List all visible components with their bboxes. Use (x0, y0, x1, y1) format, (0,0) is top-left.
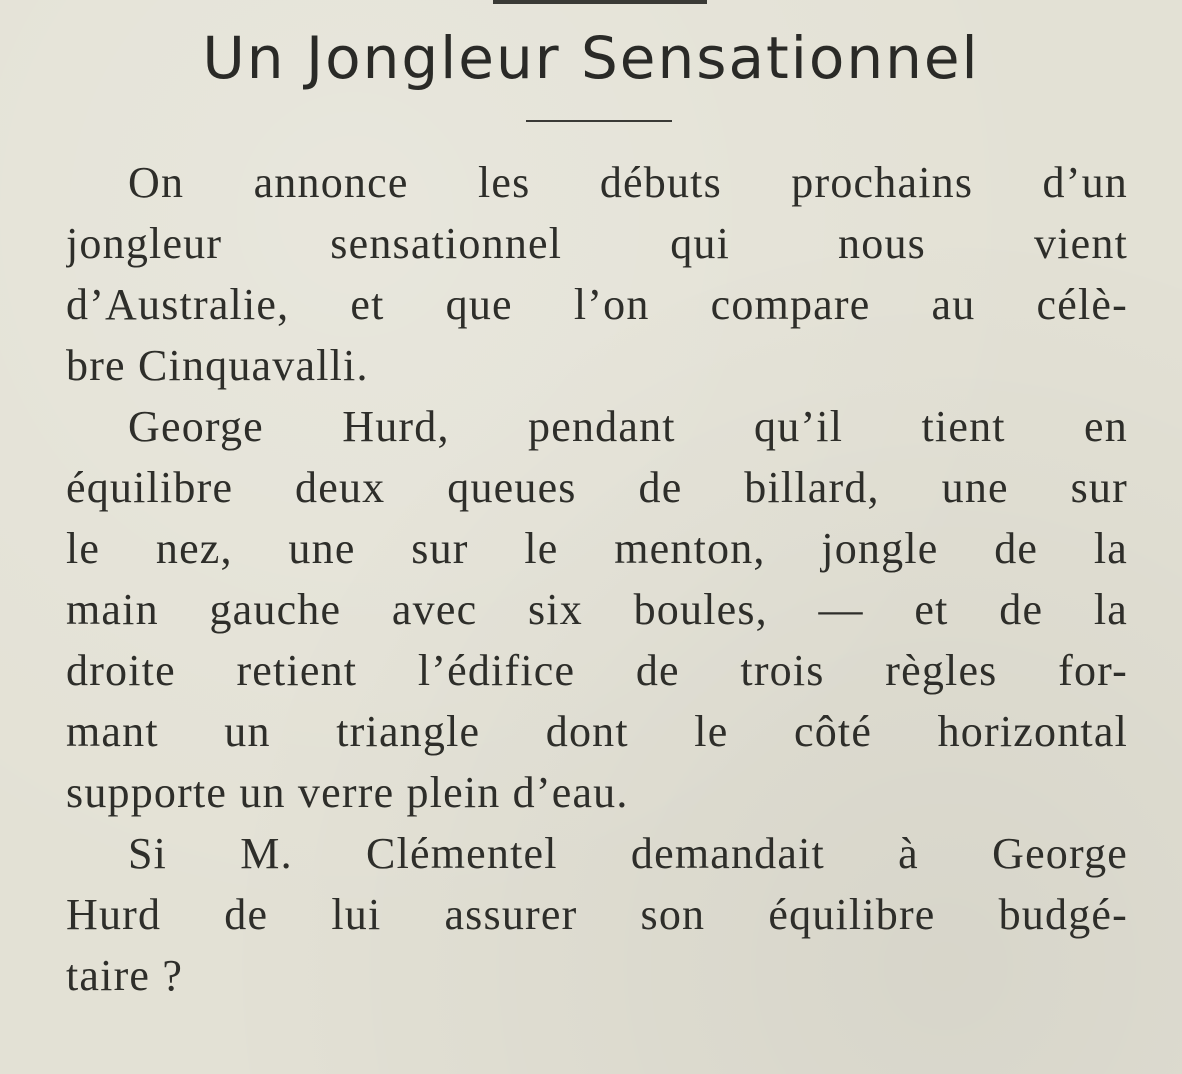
top-divider-rule (493, 0, 707, 4)
paragraph-2-line-5: droite retient l’édifice de trois règles for- (66, 646, 1128, 695)
paragraph-3-line-2: Hurd de lui assurer son équilibre budgé- (66, 890, 1128, 939)
paragraph-2-line-7: supporte un verre plein d’eau. (66, 768, 629, 817)
paragraph-2-line-6: mant un triangle dont le côté horizontal (66, 707, 1128, 756)
paragraph-3-line-3: taire ? (66, 951, 184, 1000)
article-body (66, 152, 1128, 1006)
article-title: Un Jongleur Sensationnel (202, 24, 980, 92)
paragraph-1-line-2: jongleur sensationnel qui nous vient (66, 219, 1128, 268)
paragraph-2-line-1: George Hurd, pendant qu’il tient en (128, 402, 1128, 451)
paragraph-1-line-1: On annonce les débuts prochains d’un (128, 158, 1128, 207)
paragraph-3-line-1: Si M. Clémentel demandait à George (128, 829, 1128, 878)
paragraph-1-line-3: d’Australie, et que l’on compare au célè- (66, 280, 1128, 329)
paragraph-2-line-4: main gauche avec six boules, — et de la (66, 585, 1128, 634)
paragraph-2-line-2: équilibre deux queues de billard, une sur (66, 463, 1128, 512)
paragraph-2-line-3: le nez, une sur le menton, jongle de la (66, 524, 1128, 573)
paragraph-1-line-4: bre Cinquavalli. (66, 341, 369, 390)
title-divider-rule (526, 120, 672, 122)
